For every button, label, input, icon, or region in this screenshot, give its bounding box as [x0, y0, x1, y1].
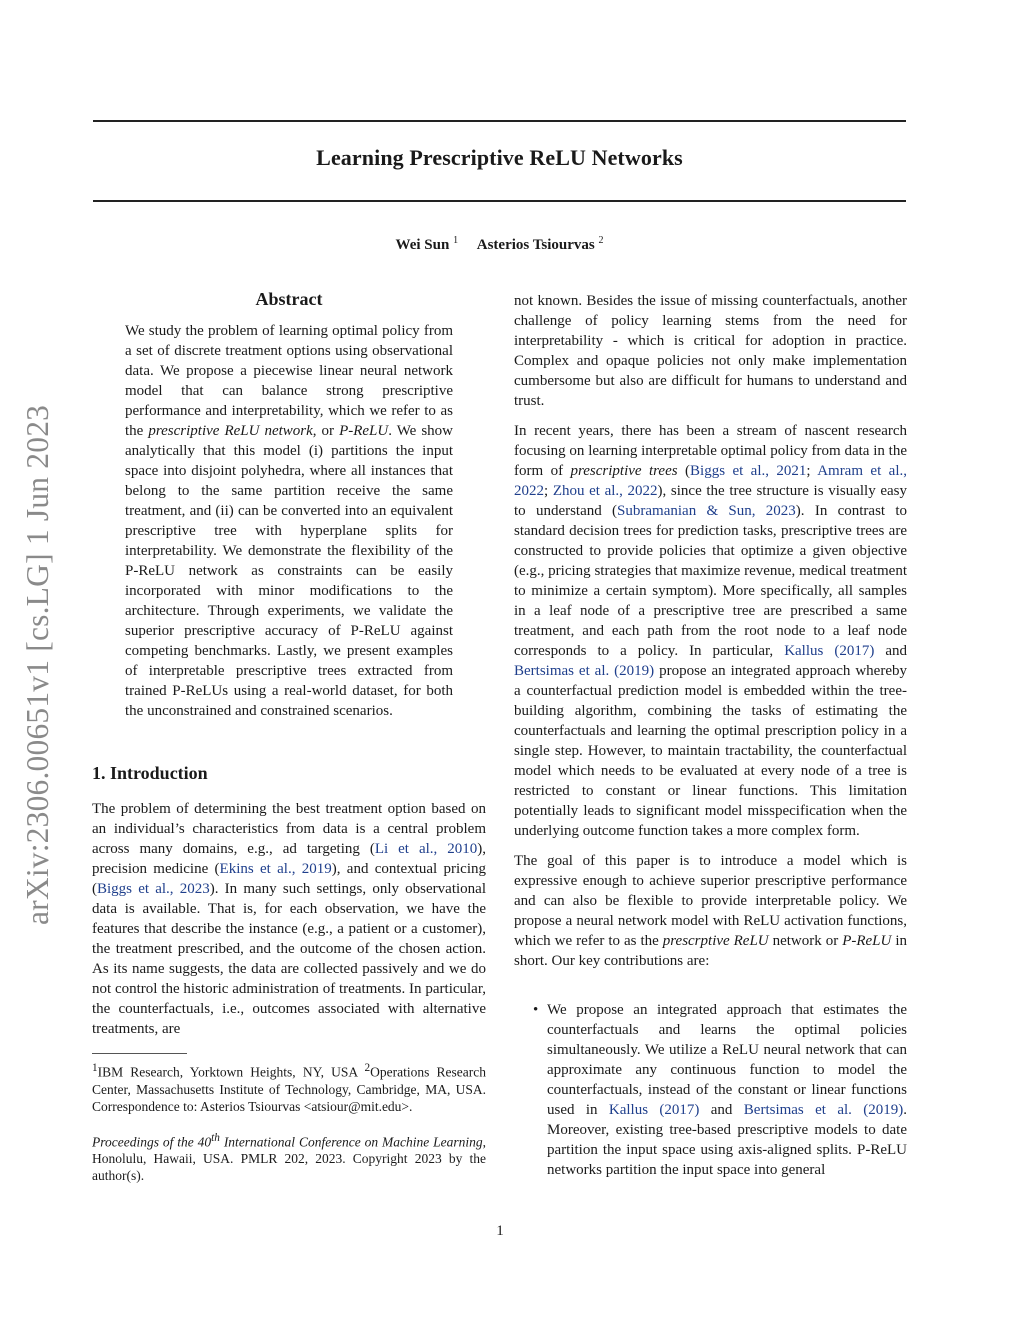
author-affil-mark: 2: [598, 235, 604, 246]
citation-link[interactable]: Biggs et al., 2023: [97, 881, 210, 897]
author-name: Wei Sun: [395, 237, 450, 253]
citation-link[interactable]: Zhou et al., 2022: [552, 483, 658, 499]
intro-paragraph: The problem of determining the best treatment option based on an individual’s characteristics from data is a central problem across many domains, e.g., ad targeting (Li et al., 2010), precision medicine (Ekins et al., 2019), and contextual pricing (Biggs et al., 2023). In many such settings, only observational data is available. That is, for each observation, we have the features that describe the instance (e.g., a patient or a customer), the treatment prescribed, and the outcome of the chosen action. As its name suggests, the data are collected passively and we do not control the historic administration of treatments. In particular, the counterfactuals, i.e., outcomes associated with alternative treatments, are: [92, 801, 486, 1037]
proceedings-note: Proceedings of the 40th International Conference on Machine Learning, Honolulu, Hawaii, USA. PMLR 202, 2023. Copyright 2023 by the author(s).: [92, 1131, 486, 1183]
citation-link[interactable]: Li et al., 2010: [374, 841, 478, 857]
footnote-divider: [92, 1053, 187, 1054]
bullet-icon: •: [533, 1002, 539, 1018]
term-italic: P-ReLU: [339, 423, 389, 439]
term-italic: prescriptive ReLU network: [148, 423, 313, 439]
affiliation-footnote: $^1$IBM Research, Yorktown Heights, NY, USA $^2$Operations Research Center, Massachusetts Institute of Technology, Cambridge, MA, USA. Correspondence to: Asterios Tsiourvas <atsiour@mit.edu>.: [92, 1062, 486, 1114]
author-list: [93, 235, 906, 254]
page-number: 1: [496, 1223, 504, 1239]
author-affil-mark: 1: [453, 235, 459, 246]
intro-paragraph: In recent years, there has been a stream of nascent research focusing on learning interpretable optimal policy from data in the form of prescriptive trees (Biggs et al., 2021; Amram et al., 2022; Zhou et al., 2022), since the tree structure is visually easy to understand (Subramanian & Sun, 2023). In contrast to standard decision trees for prediction tasks, prescriptive trees are constructed to provide policies that optimize a given objective (e.g., pricing strategies that maximize revenue, medical treatment to minimize a certain symptom). More specifically, all samples in a leaf node of a prescriptive tree are prescribed a same treatment, and each path from the root node to a leaf node corresponds to a policy. In particular, Kallus (2017) and Bertsimas et al. (2019) propose an integrated approach whereby a counterfactual prediction model is embedded within the tree-building algorithm, combining the tasks of estimating the counterfactuals and learning the optimal prescription policy in a single step. However, to maintain tractability, the counterfactual model which needs to be evaluated at every node of a tree is restricted to constant or linear functions. This limitation potentially leads to significant model misspecification when the underlying outcome function takes a more complex form.: [514, 423, 908, 839]
citation-link[interactable]: Bertsimas et al. (2019): [743, 1102, 904, 1118]
paper-title: Learning Prescriptive ReLU Networks: [316, 145, 683, 170]
list-item: We propose an integrated approach that estimates the counterfactuals and learns the optimal policies simultaneously. We utilize a ReLU neural network that can approximate any continuous function to model the counterfactuals, instead of the constant or linear functions used in Kallus (2017) and Bertsimas et al. (2019). Moreover, existing tree-based prescriptive models to date partition the input space using axis-aligned splits. P-ReLU networks partition the input space into general: [547, 1002, 907, 1178]
author-name: Asterios Tsiourvas: [476, 237, 595, 253]
abstract-text: We study the problem of learning optimal policy from a set of discrete treatment options using observational data. We propose a piecewise linear neural network model that can balance strong prescriptive performance and interpretability, which we refer to as the prescriptive ReLU network, or P-ReLU. We show analytically that this model (i) partitions the input space into disjoint polyhedra, where all instances that belong to the same partition receive the same treatment, and (ii) can be converted into an equivalent prescriptive tree with hyperplane splits for interpretability. We demonstrate the flexibility of the P-ReLU network as constraints can be easily incorporated with minor modifications to the architecture. Through experiments, we validate the superior prescriptive accuracy of P-ReLU against competing benchmarks. Lastly, we present examples of interpretable prescriptive trees extracted from trained P-ReLUs using a real-world dataset, for both the unconstrained and constrained scenarios.: [125, 323, 454, 719]
citation-link[interactable]: Ekins et al., 2019: [219, 861, 332, 877]
arxiv-identifier-stamp: arXiv:2306.00651v1 [cs.LG] 1 Jun 2023: [20, 404, 55, 925]
citation-link[interactable]: Kallus (2017): [784, 643, 875, 659]
citation-link[interactable]: Biggs et al., 2021: [690, 463, 807, 479]
contributions-list: [514, 1000, 907, 1180]
abstract-heading: Abstract: [255, 289, 323, 309]
citation-link[interactable]: Subramanian & Sun, 2023: [617, 503, 796, 519]
intro-paragraph: not known. Besides the issue of missing counterfactuals, another challenge of policy learning stems from the need for interpretability - which is critical for adoption in practice. Complex and opaque policies not only make implementation cumbersome but also are difficult for humans to understand and trust.: [514, 293, 907, 409]
citation-link[interactable]: Kallus (2017): [608, 1102, 700, 1118]
intro-paragraph: The goal of this paper is to introduce a model which is expressive enough to achieve superior prescriptive performance and can also be flexible to provide interpretable policy. We propose a neural network model with ReLU activation functions, which we refer to as the prescrptive ReLU network or P-ReLU in short. Our key contributions are:: [514, 853, 907, 969]
title-rule-top: [93, 120, 906, 122]
section-heading-introduction: 1. Introduction: [92, 763, 208, 783]
citation-link[interactable]: Amram et al., 2022: [514, 463, 907, 499]
left-column: [92, 287, 486, 1184]
citation-link[interactable]: Bertsimas et al. (2019): [514, 663, 655, 679]
title-rule-bottom: [93, 200, 906, 202]
right-column: [514, 291, 907, 1180]
